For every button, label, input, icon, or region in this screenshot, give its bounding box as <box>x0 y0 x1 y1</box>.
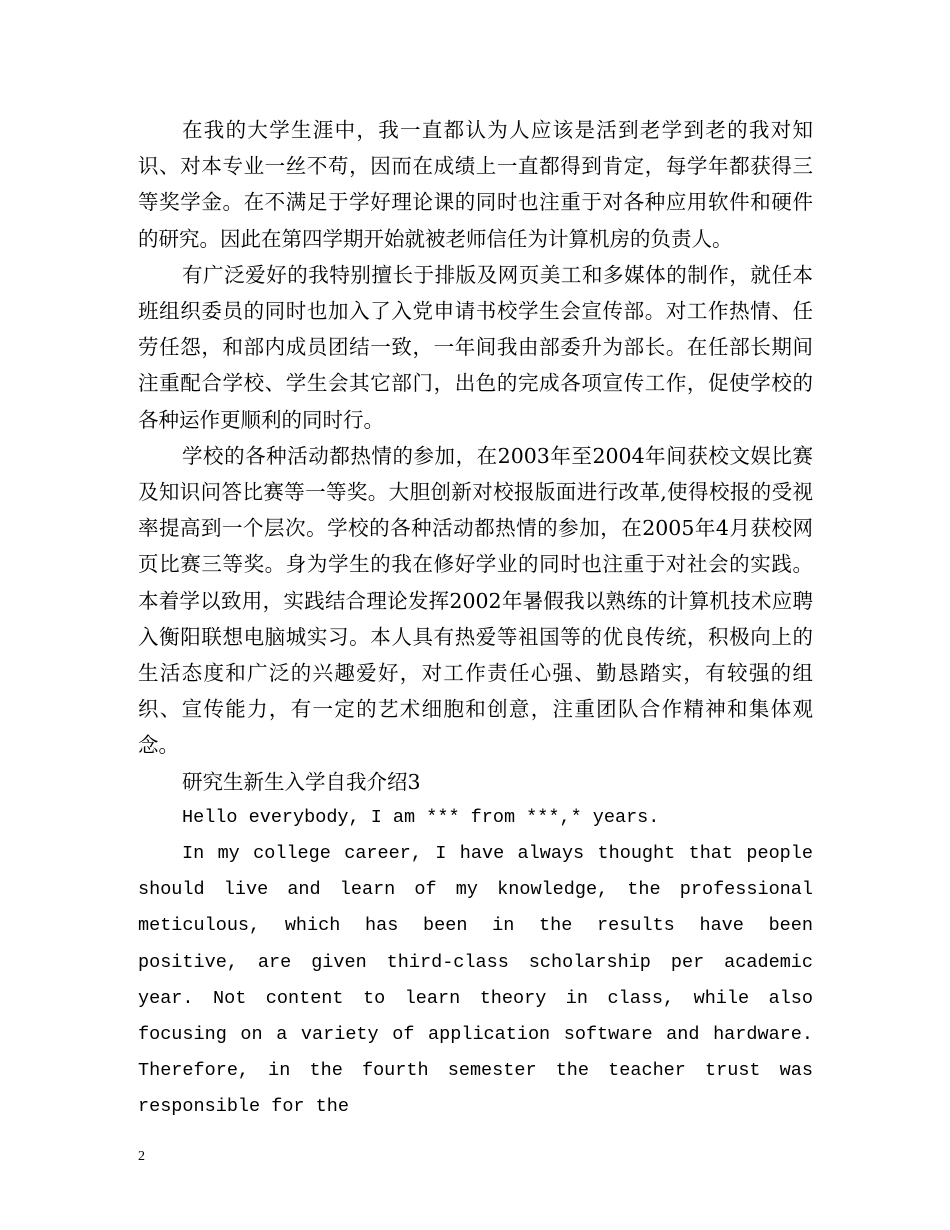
english-paragraph: In my college career, I have always thought that people should live and learn of my knowledge, the professional meticulous, which has been in the results have been positive, are given third-class scholarship per academic year. Not content to learn theory in class, while also focusing on a variety of application software and hardware. Therefore, in the fourth semester the teacher trust was responsible for the <box>138 843 813 1118</box>
section-heading: 研究生新生入学自我介绍3 <box>182 769 421 794</box>
page-number: 2 <box>138 1149 145 1164</box>
paragraph-activities: 学校的各种活动都热情的参加，在2003年至2004年间获校文娱比赛及知识问答比赛等一等奖。大胆创新对校报版面进行改革,使得校报的受视率提高到一个层次。学校的各种活动都热情的参加，在2005年4月获校网页比赛三等奖。身为学生的我在修好学业的同时也注重于对社会的实践。本着学以致用，实践结合理论发挥2002年暑假我以熟练的计算机技术应聘入衡阳联想电脑城实习。本人具有热爱等祖国等的优良传统，积极向上的生活态度和广泛的兴趣爱好，对工作责任心强、勤恳踏实，有较强的组织、宣传能力，有一定的艺术细胞和创意，注重团队合作精神和集体观念。 <box>138 443 813 758</box>
paragraph-academic: 在我的大学生涯中，我一直都认为人应该是活到老学到老的我对知识、对本专业一丝不苟，因而在成绩上一直都得到肯定，每学年都获得三等奖学金。在不满足于学好理论课的同时也注重于对各种应用软件和硬件的研究。因此在第四学期开始就被老师信任为计算机房的负责人。 <box>138 118 813 251</box>
paragraph-hobbies: 有广泛爱好的我特别擅长于排版及网页美工和多媒体的制作，就任本班组织委员的同时也加入了入党申请书校学生会宣传部。对工作热情、任劳任怨，和部内成员团结一致，一年间我由部委升为部长。在任部长期间注重配合学校、学生会其它部门，出色的完成各项宣传工作，促使学校的各种运作更顺利的同时行。 <box>138 262 813 432</box>
english-greeting: Hello everybody, I am *** from ***,* years. <box>182 806 660 828</box>
document-body <box>138 112 813 1126</box>
